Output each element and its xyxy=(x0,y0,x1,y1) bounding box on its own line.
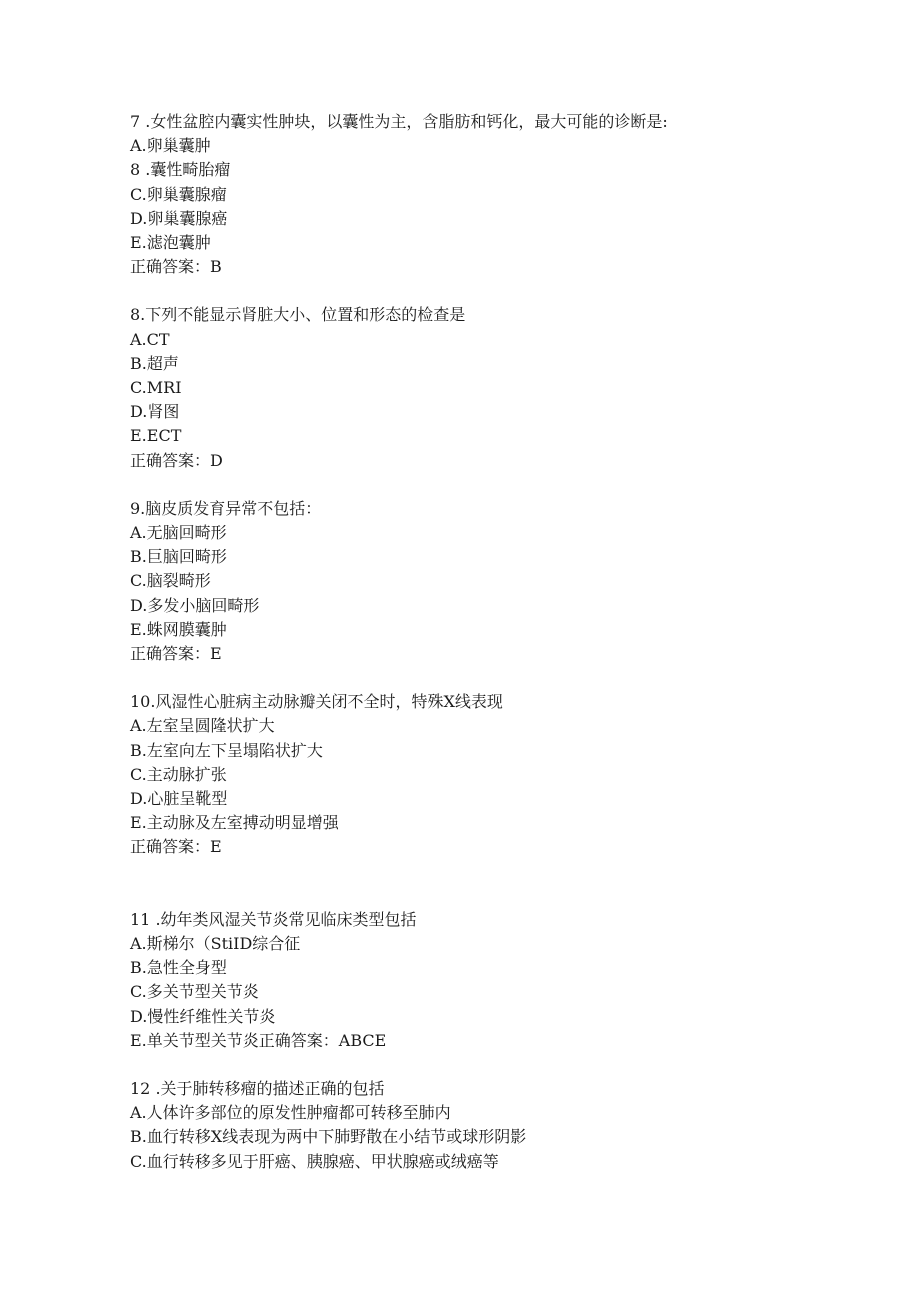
option-a: A.卵巢囊肿 xyxy=(130,136,211,156)
question-block xyxy=(130,1077,870,1174)
option-e: E.ECT xyxy=(130,426,182,446)
question-block xyxy=(130,497,870,666)
option-c: C.主动脉扩张 xyxy=(130,764,227,784)
option-e: E.主动脉及左室搏动明显增强 xyxy=(130,813,339,833)
question-block xyxy=(130,690,870,859)
question-block xyxy=(130,908,870,1053)
option-d: D.慢性纤维性关节炎 xyxy=(130,1006,276,1026)
option-b: B.超声 xyxy=(130,353,179,373)
question-stem: 8.下列不能显示肾脏大小、位置和形态的检查是 xyxy=(130,305,466,325)
option-b: B.巨脑回畸形 xyxy=(130,547,227,567)
correct-answer: 正确答案：E xyxy=(130,837,222,857)
option-a: A.斯梯尔（StiID综合征 xyxy=(130,933,301,953)
document-page xyxy=(130,110,870,1174)
question-stem: 9.脑皮质发育异常不包括： xyxy=(130,498,322,518)
question-stem: 12 .关于肺转移瘤的描述正确的包括 xyxy=(130,1078,385,1098)
option-b: B.左室向左下呈塌陷状扩大 xyxy=(130,740,323,760)
option-c: C.卵巢囊腺瘤 xyxy=(130,184,227,204)
option-b: 8 .囊性畸胎瘤 xyxy=(130,160,231,180)
option-d: D.肾图 xyxy=(130,402,180,422)
question-stem: 11 .幼年类风湿关节炎常见临床类型包括 xyxy=(130,909,417,929)
option-b: B.血行转移X线表现为两中下肺野散在小结节或球形阴影 xyxy=(130,1127,527,1147)
option-e: E.滤泡囊肿 xyxy=(130,233,211,253)
correct-answer: 正确答案：B xyxy=(130,257,222,277)
option-c: C.血行转移多见于肝癌、胰腺癌、甲状腺癌或绒癌等 xyxy=(130,1151,499,1171)
option-a: A.左室呈圆隆状扩大 xyxy=(130,716,275,736)
question-block xyxy=(130,303,870,472)
correct-answer: 正确答案：E xyxy=(130,644,222,664)
option-a: A.人体许多部位的原发性肿瘤都可转移至肺内 xyxy=(130,1103,451,1123)
question-stem: 7 .女性盆腔内囊实性肿块，以囊性为主，含脂肪和钙化，最大可能的诊断是: xyxy=(130,112,668,131)
question-block xyxy=(130,110,870,279)
option-d: D.多发小脑回畸形 xyxy=(130,595,260,615)
option-c: C.MRI xyxy=(130,378,182,398)
option-c: C.脑裂畸形 xyxy=(130,571,211,591)
option-a: A.无脑回畸形 xyxy=(130,523,227,543)
question-stem: 10.风湿性心脏病主动脉瓣关闭不全时，特殊X线表现 xyxy=(130,692,503,712)
option-d: D.卵巢囊腺癌 xyxy=(130,208,228,228)
option-e-with-answer: E.单关节型关节炎正确答案：ABCE xyxy=(130,1030,387,1050)
option-a: A.CT xyxy=(130,329,170,349)
option-b: B.急性全身型 xyxy=(130,958,227,978)
option-c: C.多关节型关节炎 xyxy=(130,982,259,1002)
correct-answer: 正确答案：D xyxy=(130,450,223,470)
option-d: D.心脏呈靴型 xyxy=(130,789,228,809)
option-e: E.蛛网膜囊肿 xyxy=(130,619,227,639)
